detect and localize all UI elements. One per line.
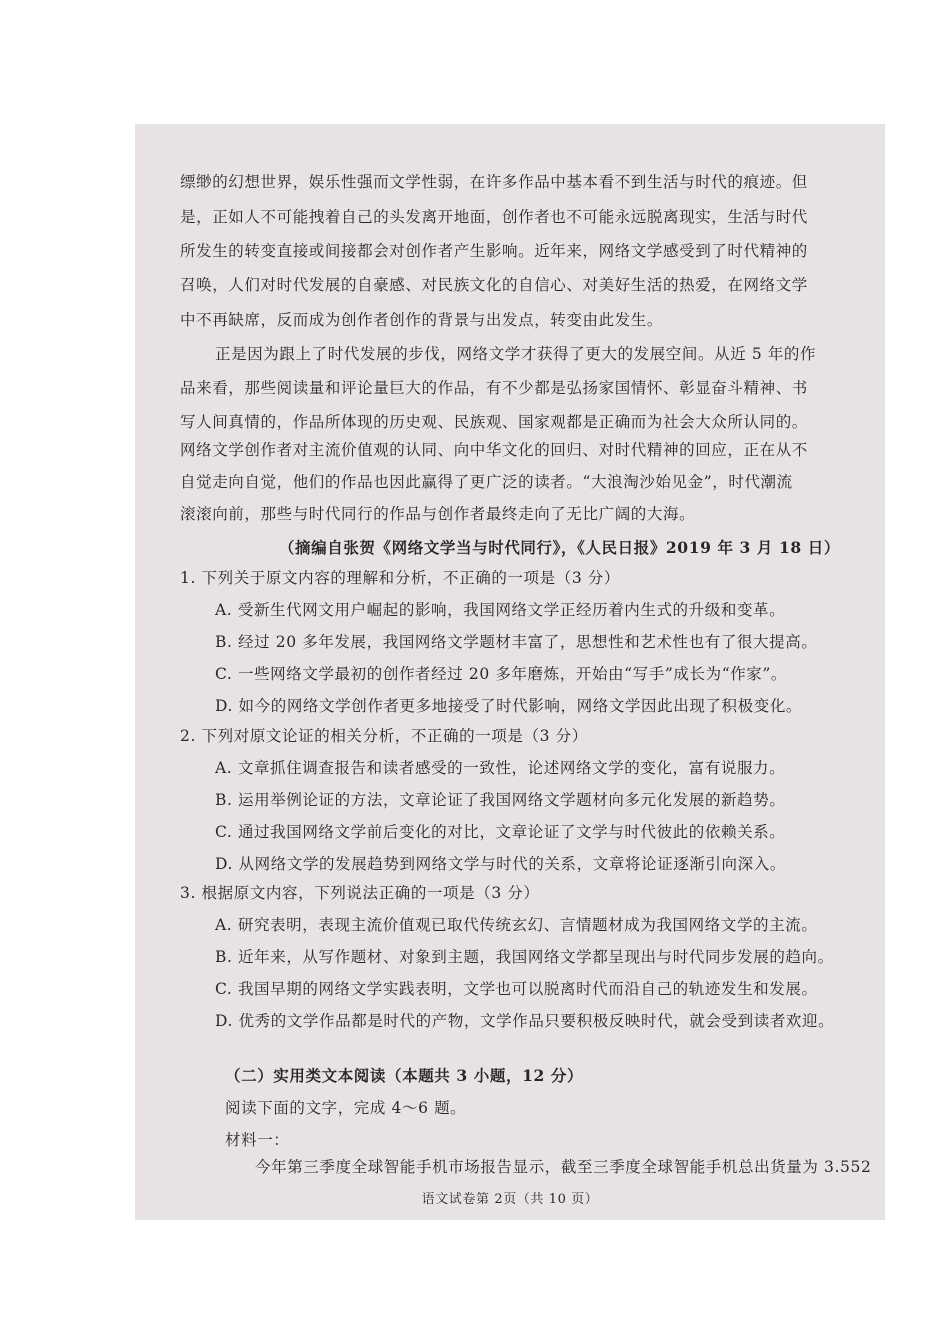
question-stem: 1. 下列关于原文内容的理解和分析，不正确的一项是（3 分） <box>180 569 621 587</box>
passage-line: 自觉走向自觉，他们的作品也因此赢得了更广泛的读者。“大浪淘沙始见金”，时代潮流 <box>180 473 793 491</box>
passage-line: 中不再缺席，反而成为创作者创作的背景与出发点，转变由此发生。 <box>180 311 664 329</box>
question-stem: 3. 根据原文内容，下列说法正确的一项是（3 分） <box>180 884 540 902</box>
material-label: 材料一： <box>225 1131 290 1149</box>
passage-line: 召唤，人们对时代发展的自豪感、对民族文化的自信心、对美好生活的热爱，在网络文学 <box>180 276 808 294</box>
section-heading: （二）实用类文本阅读（本题共 3 小题，12 分） <box>225 1066 584 1085</box>
passage-line: 缥缈的幻想世界，娱乐性强而文学性弱，在许多作品中基本看不到生活与时代的痕迹。但 <box>180 173 808 191</box>
question-option: B. 经过 20 多年发展，我国网络文学题材丰富了，思想性和艺术性也有了很大提高。 <box>215 633 818 651</box>
exam-page <box>135 124 885 1220</box>
question-option: B. 运用举例论证的方法，文章论证了我国网络文学题材向多元化发展的新趋势。 <box>215 791 786 809</box>
question-option: A. 研究表明，表现主流价值观已取代传统玄幻、言情题材成为我国网络文学的主流。 <box>215 916 818 934</box>
passage-line: 是，正如人不可能拽着自己的头发离开地面，创作者也不可能永远脱离现实，生活与时代 <box>180 208 808 226</box>
question-option: D. 如今的网络文学创作者更多地接受了时代影响，网络文学因此出现了积极变化。 <box>215 697 803 715</box>
passage-line: 网络文学创作者对主流价值观的认同、向中华文化的回归、对时代精神的回应，正在从不 <box>180 441 808 459</box>
source-citation: （摘编自张贺《网络文学当与时代同行》，《人民日报》2019 年 3 月 18 日） <box>278 538 840 557</box>
question-option: B. 近年来，从写作题材、对象到主题，我国网络文学都呈现出与时代同步发展的趋向。 <box>215 948 834 966</box>
question-stem: 2. 下列对原文论证的相关分析，不正确的一项是（3 分） <box>180 727 588 745</box>
page-footer: 语文试卷第 2页（共 10 页） <box>421 1192 599 1207</box>
section-instruction: 阅读下面的文字，完成 4～6 题。 <box>225 1099 467 1117</box>
passage-line: 滚滚向前，那些与时代同行的作品与创作者最终走向了无比广阔的大海。 <box>180 505 696 523</box>
passage-line: 写人间真情的，作品所体现的历史观、民族观、国家观都是正确而为社会大众所认同的。 <box>180 413 808 431</box>
question-option: C. 通过我国网络文学前后变化的对比，文章论证了文学与时代彼此的依赖关系。 <box>215 823 786 841</box>
question-option: C. 我国早期的网络文学实践表明，文学也可以脱离时代而沿自己的轨迹发生和发展。 <box>215 980 818 998</box>
material-text: 今年第三季度全球智能手机市场报告显示，截至三季度全球智能手机总出货量为 3.552 <box>255 1158 872 1176</box>
question-option: D. 从网络文学的发展趋势到网络文学与时代的关系，文章将论证逐渐引向深入。 <box>215 855 786 873</box>
passage-line: 正是因为跟上了时代发展的步伐，网络文学才获得了更大的发展空间。从近 5 年的作 <box>215 345 817 363</box>
passage-line: 品来看，那些阅读量和评论量巨大的作品，有不少都是弘扬家国情怀、彰显奋斗精神、书 <box>180 379 808 397</box>
question-option: C. 一些网络文学最初的创作者经过 20 多年磨炼，开始由“写手”成长为“作家”。 <box>215 665 788 683</box>
question-option: A. 受新生代网文用户崛起的影响，我国网络文学正经历着内生式的升级和变革。 <box>215 601 786 619</box>
question-option: A. 文章抓住调查报告和读者感受的一致性，论述网络文学的变化，富有说服力。 <box>215 759 786 777</box>
passage-line: 所发生的转变直接或间接都会对创作者产生影响。近年来，网络文学感受到了时代精神的 <box>180 242 808 260</box>
question-option: D. 优秀的文学作品都是时代的产物，文学作品只要积极反映时代，就会受到读者欢迎。 <box>215 1012 835 1030</box>
